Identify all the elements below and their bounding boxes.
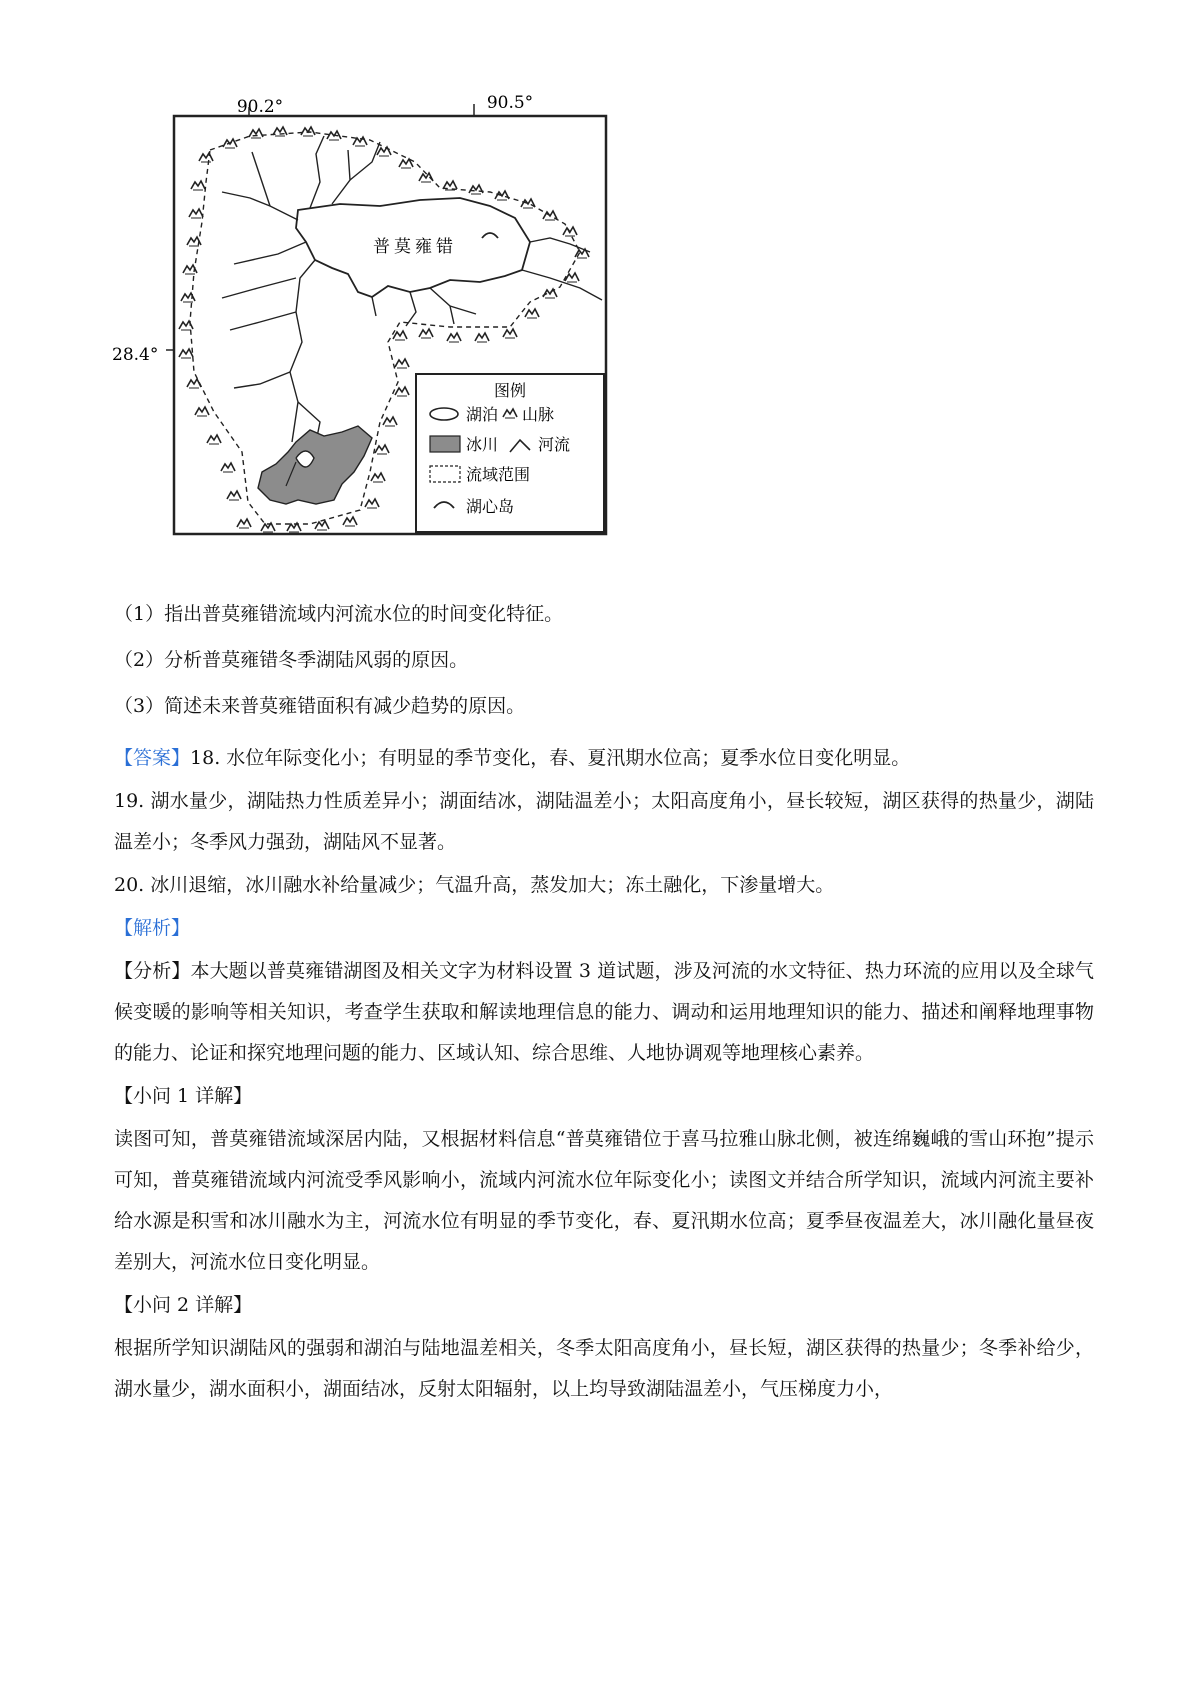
legend-mountain: 山脉 (522, 405, 555, 424)
document-body (114, 600, 1094, 1412)
sub-question-1-title: 【小问 1 详解】 (114, 1085, 253, 1107)
answer-tag: 【答案】 (114, 747, 191, 769)
legend-lake-symbol (430, 408, 458, 420)
lake-label: 普莫雍错 (373, 237, 457, 257)
legend-lake: 湖泊 (466, 405, 499, 424)
answer-20: 20. 冰川退缩，冰川融水补给量减少；气温升高，蒸发加大；冻土融化，下渗量增大。 (114, 874, 835, 896)
lake-basin-map (110, 92, 670, 592)
glacier-area (258, 426, 372, 504)
legend-island: 湖心岛 (466, 497, 515, 516)
legend-river: 河流 (538, 435, 571, 454)
question-3: （3）简述未来普莫雍错面积有减少趋势的原因。 (114, 695, 526, 717)
analysis-tag-text: 【解析】 (114, 917, 191, 939)
answer-18 (114, 738, 1094, 779)
legend-title: 图例 (493, 381, 527, 400)
sub-question-1-text: 读图可知，普莫雍错流域深居内陆，又根据材料信息“普莫雍错位于喜马拉雅山脉北侧，被连绵巍峨的雪山环抱”提示可知，普莫雍错流域内河流受季风影响小，流域内河流水位年际变化小；读图文并结合所学知识，流域内河流主要补给水源是积雪和冰川融水为主，河流水位有明显的季节变化，春、夏汛期水位高；夏季昼夜温差大，冰川融化量昼夜差别大，河流水位日变化明显。 (114, 1128, 1094, 1273)
legend-glacier: 冰川 (466, 435, 499, 454)
analysis-tag (114, 908, 1094, 949)
legend-basin: 流域范围 (466, 465, 531, 484)
answer-19: 19. 湖水量少，湖陆热力性质差异小；湖面结冰，湖陆温差小；太阳高度角小，昼长较短，湖区获得的热量少，湖陆温差小；冬季风力强劲，湖陆风不显著。 (114, 790, 1094, 853)
longitude-label-left: 90.2° (236, 97, 284, 117)
answer-18-text: 18. 水位年际变化小；有明显的季节变化，春、夏汛期水位高；夏季水位日变化明显。 (190, 747, 911, 769)
latitude-label: 28.4° (112, 345, 159, 365)
question-2: （2）分析普莫雍错冬季湖陆风弱的原因。 (114, 649, 469, 671)
analysis-intro: 【分析】本大题以普莫雍错湖图及相关文字为材料设置 3 道试题，涉及河流的水文特征、热力环流的应用以及全球气候变暖的影响等相关知识，考查学生获取和解读地理信息的能力、调动和运用地理知识的能力、描述和阐释地理事物的能力、论证和探究地理问题的能力、区域认知、综合思维、人地协调观等地理核心素养。 (114, 960, 1094, 1064)
legend-glacier-symbol (430, 436, 460, 452)
map-legend (416, 374, 604, 532)
longitude-label-right: 90.5° (486, 93, 534, 113)
sub-question-2-title: 【小问 2 详解】 (114, 1294, 253, 1316)
question-1: （1）指出普莫雍错流域内河流水位的时间变化特征。 (114, 603, 564, 625)
sub-question-2-text: 根据所学知识湖陆风的强弱和湖泊与陆地温差相关，冬季太阳高度角小，昼长短，湖区获得的热量少；冬季补给少，湖水量少，湖水面积小，湖面结冰，反射太阳辐射，以上均导致湖陆温差小，气压梯度力小， (114, 1337, 1094, 1400)
